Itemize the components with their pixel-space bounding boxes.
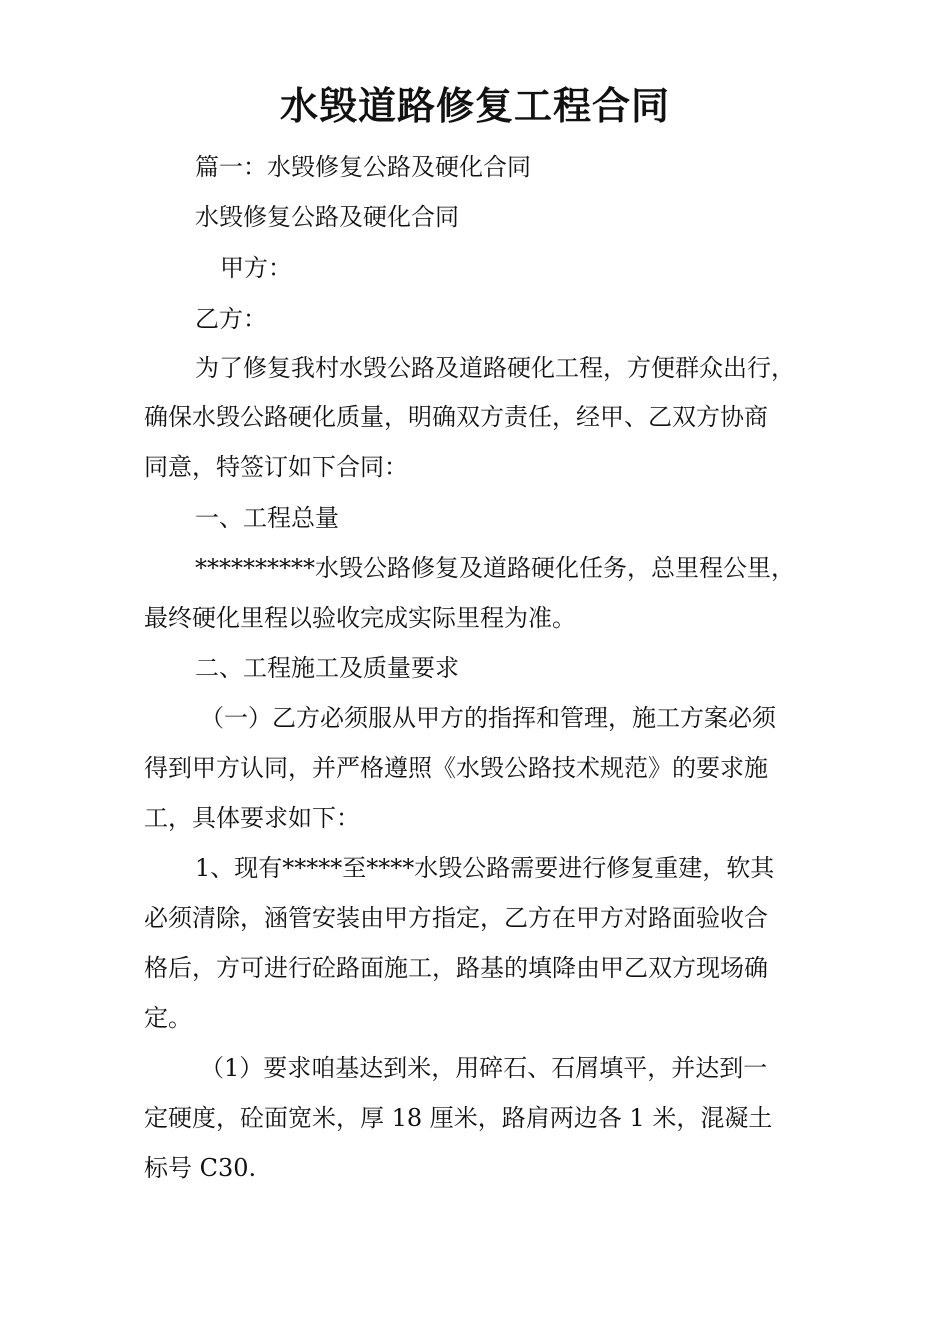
sub-item-1-line-2: 定硬度，砼面宽米，厚 18 厘米，路肩两边各 1 米，混凝土 <box>144 1104 773 1132</box>
clause-1-line-3: 工，具体要求如下： <box>144 804 360 832</box>
item-1-line-2: 必须清除，涵管安装由甲方指定，乙方在甲方对路面验收合 <box>144 904 768 932</box>
contract-subtitle: 水毁修复公路及硬化合同 <box>195 203 459 231</box>
clause-1-line-2: 得到甲方认同，并严格遵照《水毁公路技术规范》的要求施 <box>144 754 768 782</box>
item-1-line-1: 1、现有*****至****水毁公路需要进行修复重建，软其 <box>195 854 775 882</box>
item-1-line-3: 格后，方可进行砼路面施工，路基的填降由甲乙双方现场确 <box>144 954 768 982</box>
intro-line-3: 同意，特签订如下合同： <box>144 453 408 481</box>
section-heading-quality: 二、工程施工及质量要求 <box>195 654 459 682</box>
item-1-line-4: 定。 <box>144 1004 192 1032</box>
clause-1-line-1: （一）乙方必须服从甲方的指挥和管理，施工方案必须 <box>200 704 776 732</box>
party-a-label: 甲方： <box>220 254 292 282</box>
intro-line-2: 确保水毁公路硬化质量，明确双方责任，经甲、乙双方协商 <box>144 403 768 431</box>
document-title: 水毁道路修复工程合同 <box>279 84 670 128</box>
quantity-line-2: 最终硬化里程以验收完成实际里程为准。 <box>144 604 576 632</box>
quantity-line-1: **********水毁公路修复及道路硬化任务，总里程公里， <box>195 554 795 582</box>
section-heading-quantity: 一、工程总量 <box>195 504 339 532</box>
section-heading-1: 篇一：水毁修复公路及硬化合同 <box>195 153 531 181</box>
sub-item-1-line-1: （1）要求咱基达到米，用碎石、石屑填平，并达到一 <box>200 1054 768 1082</box>
party-b-label: 乙方： <box>195 305 267 333</box>
sub-item-1-line-3: 标号 C30. <box>144 1154 257 1182</box>
intro-line-1: 为了修复我村水毁公路及道路硬化工程，方便群众出行， <box>195 354 795 382</box>
